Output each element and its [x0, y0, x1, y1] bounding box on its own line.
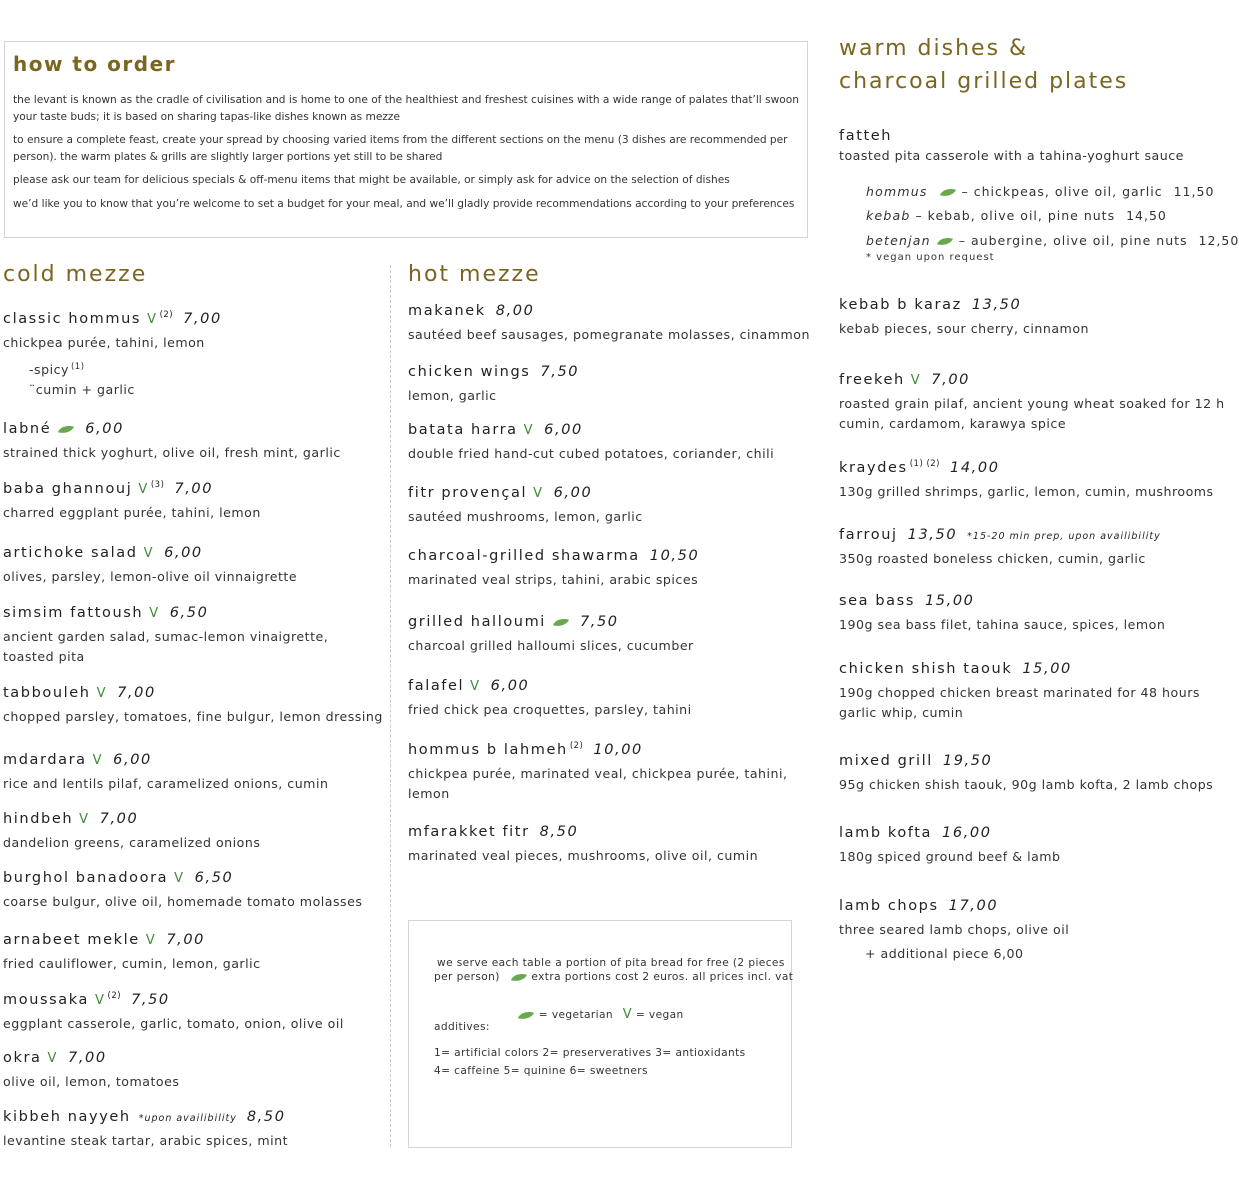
item-name: tabbouleh [3, 685, 91, 701]
leaf-icon [939, 188, 957, 197]
fatteh-variant [866, 233, 1239, 248]
item-name-row [839, 527, 1161, 543]
item-price: 7,00 [183, 310, 222, 327]
item-description: charred eggplant purée, tahini, lemon [3, 504, 261, 520]
pita-note-line2-text: per person) [434, 971, 500, 983]
menu-item [3, 545, 297, 587]
menu-item [3, 1109, 288, 1151]
item-name-row [839, 661, 1200, 677]
additive-marker: (1) (2) [909, 459, 941, 469]
item-name: chicken shish taouk [839, 661, 1013, 677]
item-description: dandelion greens, caramelized onions [3, 835, 261, 850]
item-description-cont: cumin, cardamom, karawya spice [839, 416, 1067, 431]
item-name: lamb chops [839, 898, 939, 914]
vegan-mark-icon: V [143, 546, 155, 561]
item-price: 19,50 [942, 753, 993, 769]
fatteh-variant [866, 208, 1167, 223]
item-name: simsim fattoush [3, 605, 144, 621]
variant-name: kebab [866, 208, 911, 223]
menu-item [3, 685, 383, 727]
item-name: mdardara [3, 752, 87, 768]
item-price: 7,50 [131, 991, 170, 1008]
additive-marker: (2) [159, 310, 174, 320]
item-price: 6,50 [169, 605, 209, 621]
item-price: 8,50 [539, 824, 579, 840]
vegan-mark-icon: V [138, 481, 149, 497]
item-name-row [408, 303, 810, 319]
item-name-row [408, 824, 758, 840]
item-name-row [839, 593, 1165, 609]
how-to-order-paragraph: we’d like you to know that you’re welcome to set a budget for your meal, and we’ll gladly provide recommendations according to your preferences [13, 197, 795, 210]
item-price: 7,00 [117, 685, 156, 701]
item-name-row [839, 898, 1069, 914]
item-name: falafel [408, 678, 465, 694]
vegan-mark-icon: V [149, 606, 160, 621]
item-price: 6,00 [553, 485, 593, 501]
item-description-cont: toasted pita [3, 649, 85, 664]
additive-marker: (2) [569, 741, 584, 751]
item-description: coarse bulgur, olive oil, homemade tomato molasses [3, 894, 363, 909]
menu-item-fatteh [839, 128, 1184, 166]
item-description: roasted grain pilaf, ancient young wheat soaked for 12 h [839, 396, 1225, 411]
menu-item [3, 480, 261, 523]
how-to-order-box [4, 41, 808, 238]
menu-item [408, 364, 579, 406]
variant-description: – aubergine, olive oil, pine nuts [958, 233, 1188, 248]
item-name: okra [3, 1050, 42, 1066]
item-name-row [408, 485, 643, 501]
item-price: 14,00 [950, 459, 1000, 476]
additive-marker: (1) [70, 361, 85, 372]
item-extra: + additional piece 6,00 [865, 946, 1024, 961]
item-price: 13,50 [971, 297, 1022, 313]
item-price: 10,50 [649, 548, 700, 564]
item-price: 15,00 [1022, 661, 1072, 677]
menu-item [3, 870, 362, 912]
variant-description: – kebab, olive oil, pine nuts [915, 208, 1116, 223]
item-price: 15,00 [924, 593, 975, 609]
column-divider [390, 265, 391, 1147]
vegan-mark-icon: V [47, 1051, 59, 1066]
item-price: 6,00 [113, 752, 152, 768]
item-name-row [839, 297, 1089, 313]
item-name-row [3, 685, 383, 701]
item-price: 7,00 [174, 480, 214, 497]
additive-marker: (3) [150, 480, 165, 490]
item-option-text: -spicy [29, 362, 69, 378]
item-name-row [3, 310, 222, 327]
item-description: 180g spiced ground beef & lamb [839, 849, 1061, 864]
additive-marker: (2) [107, 991, 122, 1001]
leaf-icon [936, 237, 954, 246]
vegan-mark-icon: V [174, 871, 185, 886]
menu-item [3, 991, 344, 1034]
pita-note-line2 [434, 971, 793, 983]
legend-vegan: = vegan [635, 1009, 684, 1021]
item-description: three seared lamb chops, olive oil [839, 922, 1070, 937]
menu-item [3, 811, 260, 853]
info-box [408, 920, 792, 1148]
menu-item [839, 753, 1213, 795]
menu-item [839, 898, 1069, 964]
item-price: 10,00 [593, 741, 643, 758]
item-price: 6,00 [85, 421, 124, 437]
menu-item [3, 605, 328, 667]
item-name: kebab b karaz [839, 297, 962, 313]
item-description: rice and lentils pilaf, caramelized onions, cumin [3, 776, 329, 791]
menu-item [839, 297, 1089, 339]
item-name: mfarakket fitr [408, 824, 530, 840]
item-option-text: ¨cumin + garlic [29, 382, 135, 398]
item-description: 190g chopped chicken breast marinated for 48 hours [839, 685, 1200, 700]
item-description: chickpea purée, tahini, lemon [3, 334, 205, 350]
item-name-row [3, 605, 328, 621]
menu-item [408, 824, 758, 866]
item-name: kraydes [839, 459, 908, 476]
variant-price: 11,50 [1173, 184, 1215, 199]
vegan-mark-icon: V [79, 812, 90, 827]
item-description: toasted pita casserole with a tahina-yoghurt sauce [839, 148, 1184, 163]
item-price: 7,00 [166, 932, 205, 948]
leaf-icon [510, 973, 528, 982]
item-description: 95g chicken shish taouk, 90g lamb kofta, 2 lamb chops [839, 777, 1214, 792]
item-option [29, 357, 222, 380]
menu-item [839, 661, 1200, 723]
legend [511, 1007, 684, 1022]
item-description: ancient garden salad, sumac-lemon vinaigrette, [3, 629, 329, 644]
vegan-mark-icon: V [95, 992, 106, 1008]
item-option [29, 380, 222, 400]
item-name: freekeh [839, 372, 905, 388]
item-description: double fried hand-cut cubed potatoes, coriander, chili [408, 446, 775, 461]
item-name-row [3, 1050, 179, 1066]
item-name: arnabeet mekle [3, 932, 140, 948]
item-name-row [839, 825, 1061, 841]
leaf-icon [57, 425, 75, 434]
item-name: grilled halloumi [408, 614, 546, 630]
item-name: farrouj [839, 527, 898, 543]
item-name-row [839, 753, 1213, 769]
item-name: burghol banadoora [3, 870, 169, 886]
menu-item [408, 548, 699, 590]
item-name-row [839, 459, 1214, 476]
item-price: 16,00 [942, 825, 992, 841]
menu-item [839, 372, 1225, 434]
item-description: 350g roasted boneless chicken, cumin, garlic [839, 551, 1146, 566]
item-name-row [408, 614, 694, 630]
item-description: levantine steak tartar, arabic spices, mint [3, 1133, 289, 1148]
item-name: sea bass [839, 593, 915, 609]
additives-label: additives: [434, 1021, 490, 1033]
menu-item [3, 1050, 179, 1092]
item-price: 6,00 [544, 422, 583, 438]
item-name-row [3, 932, 261, 948]
item-name-row [408, 678, 692, 694]
item-price: 7,00 [931, 372, 970, 388]
item-name: hommus b lahmeh [408, 741, 568, 758]
additives-line2: 4= caffeine 5= quinine 6= sweetners [434, 1065, 648, 1077]
fatteh-variant [866, 184, 1214, 199]
vegan-mark-icon: V [470, 679, 481, 694]
item-name: fatteh [839, 128, 893, 144]
menu-item [408, 741, 788, 804]
item-name: batata harra [408, 422, 518, 438]
additives-line1: 1= artificial colors 2= preserveratives 3= antioxidants [434, 1047, 746, 1059]
item-name: fitr provençal [408, 485, 528, 501]
item-description: olives, parsley, lemon-olive oil vinnaigrette [3, 569, 298, 584]
vegan-mark-icon: V [92, 753, 104, 768]
vegan-mark-icon: V [523, 423, 535, 438]
item-name: mixed grill [839, 753, 933, 769]
item-description: kebab pieces, sour cherry, cinnamon [839, 321, 1090, 336]
item-name-row [408, 364, 579, 380]
item-price: 6,00 [164, 545, 203, 561]
item-name: hindbeh [3, 811, 74, 827]
item-description: chickpea purée, marinated veal, chickpea purée, tahini, [408, 765, 788, 781]
item-name-row [408, 741, 788, 758]
vegan-mark-icon: V [533, 486, 544, 501]
item-description: strained thick yoghurt, olive oil, fresh mint, garlic [3, 445, 341, 460]
item-name: chicken wings [408, 364, 531, 380]
variant-price: 12,50 [1198, 233, 1239, 248]
item-price: 7,00 [68, 1050, 107, 1066]
item-name-row [3, 545, 297, 561]
item-description: lemon, garlic [408, 388, 497, 403]
item-price: 8,00 [495, 303, 535, 319]
item-price: 6,00 [490, 678, 530, 694]
item-name-row [3, 480, 261, 497]
item-name: labné [3, 421, 52, 437]
vegan-mark-icon: V [96, 686, 108, 701]
item-name-row [3, 752, 328, 768]
item-name-row [408, 422, 774, 438]
availability-note: *15-20 min prep, upon availibility [967, 531, 1161, 542]
item-description: sautéed mushrooms, lemon, garlic [408, 509, 643, 524]
item-description: marinated veal strips, tahini, arabic spices [408, 572, 699, 587]
item-price: 7,50 [540, 364, 580, 380]
item-description: 130g grilled shrimps, garlic, lemon, cumin, mushrooms [839, 483, 1214, 499]
menu-item [408, 678, 692, 720]
how-to-order-title: how to order [13, 52, 177, 76]
vegan-mark-icon: V [147, 311, 158, 327]
item-price: 8,50 [246, 1109, 286, 1125]
item-name: makanek [408, 303, 486, 319]
item-name: classic hommus [3, 310, 142, 327]
variant-price: 14,50 [1126, 208, 1167, 223]
item-description-cont: garlic whip, cumin [839, 705, 964, 720]
warm-dishes-title-line2: charcoal grilled plates [839, 69, 1129, 94]
menu-item [3, 310, 222, 400]
leaf-icon [552, 618, 570, 627]
item-name-row [3, 421, 341, 437]
item-description: charcoal grilled halloumi slices, cucumber [408, 638, 694, 653]
leaf-icon [517, 1011, 535, 1020]
item-name-row [3, 870, 362, 886]
item-description: fried cauliflower, cumin, lemon, garlic [3, 956, 261, 971]
menu-item [839, 825, 1061, 867]
how-to-order-paragraph: the levant is known as the cradle of civilisation and is home to one of the healthiest and freshest cuisines with a wide range of palates that’ll swoon your taste buds; it is based on sharing tapas-like dishes known as mezze [13, 94, 799, 123]
menu-item [839, 527, 1161, 569]
menu-item [3, 932, 261, 974]
item-name: moussaka [3, 991, 90, 1008]
item-description-cont: lemon [408, 785, 450, 801]
item-description: fried chick pea croquettes, parsley, tahini [408, 702, 692, 717]
menu-item [839, 459, 1214, 502]
vegan-note: * vegan upon request [866, 252, 995, 263]
item-price: 7,00 [99, 811, 139, 827]
menu-item [3, 752, 328, 794]
item-name-row [3, 811, 260, 827]
item-description: 190g sea bass filet, tahina sauce, spices, lemon [839, 617, 1166, 632]
item-price: 7,50 [579, 614, 619, 630]
availability-note: *upon availibility [138, 1113, 237, 1124]
vegan-mark-icon: V [622, 1007, 633, 1022]
item-name: lamb kofta [839, 825, 933, 841]
item-name-row [3, 1109, 288, 1125]
item-name: baba ghannouj [3, 480, 133, 497]
pita-note-line1: we serve each table a portion of pita bread for free (2 pieces [437, 957, 785, 969]
item-description: chopped parsley, tomatoes, fine bulgur, lemon dressing [3, 709, 383, 724]
item-description: olive oil, lemon, tomatoes [3, 1074, 180, 1089]
how-to-order-paragraph: to ensure a complete feast, create your spread by choosing varied items from the different sections on the menu (3 dishes are recommended per person). the warm plates & grills are slightly larger portions yet still to be shared [13, 134, 788, 163]
item-price: 6,50 [194, 870, 234, 886]
pita-note-line2b-text: extra portions cost 2 euros. all prices incl. vat [531, 971, 794, 983]
vegan-mark-icon: V [910, 373, 922, 388]
warm-dishes-title-line1: warm dishes & [839, 36, 1029, 61]
menu-item [408, 614, 694, 656]
menu-item [408, 485, 643, 527]
item-name: kibbeh nayyeh [3, 1109, 131, 1125]
item-name-row [3, 991, 344, 1008]
vegan-mark-icon: V [145, 933, 157, 948]
how-to-order-paragraph: please ask our team for delicious specials & off-menu items that might be available, or simply ask for advice on the selection of dishes [13, 174, 730, 186]
item-name: charcoal-grilled shawarma [408, 548, 640, 564]
item-price: 13,50 [907, 527, 958, 543]
item-name-row [408, 548, 699, 564]
menu-item [408, 303, 810, 345]
cold-mezze-title: cold mezze [3, 262, 148, 287]
item-description: marinated veal pieces, mushrooms, olive oil, cumin [408, 848, 759, 863]
variant-name: betenjan [866, 233, 931, 248]
item-price: 17,00 [948, 898, 999, 914]
menu-item [839, 593, 1165, 635]
item-name: artichoke salad [3, 545, 138, 561]
legend-vegetarian: = vegetarian [538, 1009, 614, 1021]
item-description: eggplant casserole, garlic, tomato, onion, olive oil [3, 1015, 344, 1031]
hot-mezze-title: hot mezze [408, 262, 541, 287]
variant-name: hommus [866, 184, 928, 199]
item-name-row [839, 372, 1225, 388]
menu-item [3, 421, 341, 463]
menu-item [408, 422, 774, 464]
item-description: sautéed beef sausages, pomegranate molasses, cinammon [408, 327, 810, 342]
variant-description: – chickpeas, olive oil, garlic [961, 184, 1163, 199]
